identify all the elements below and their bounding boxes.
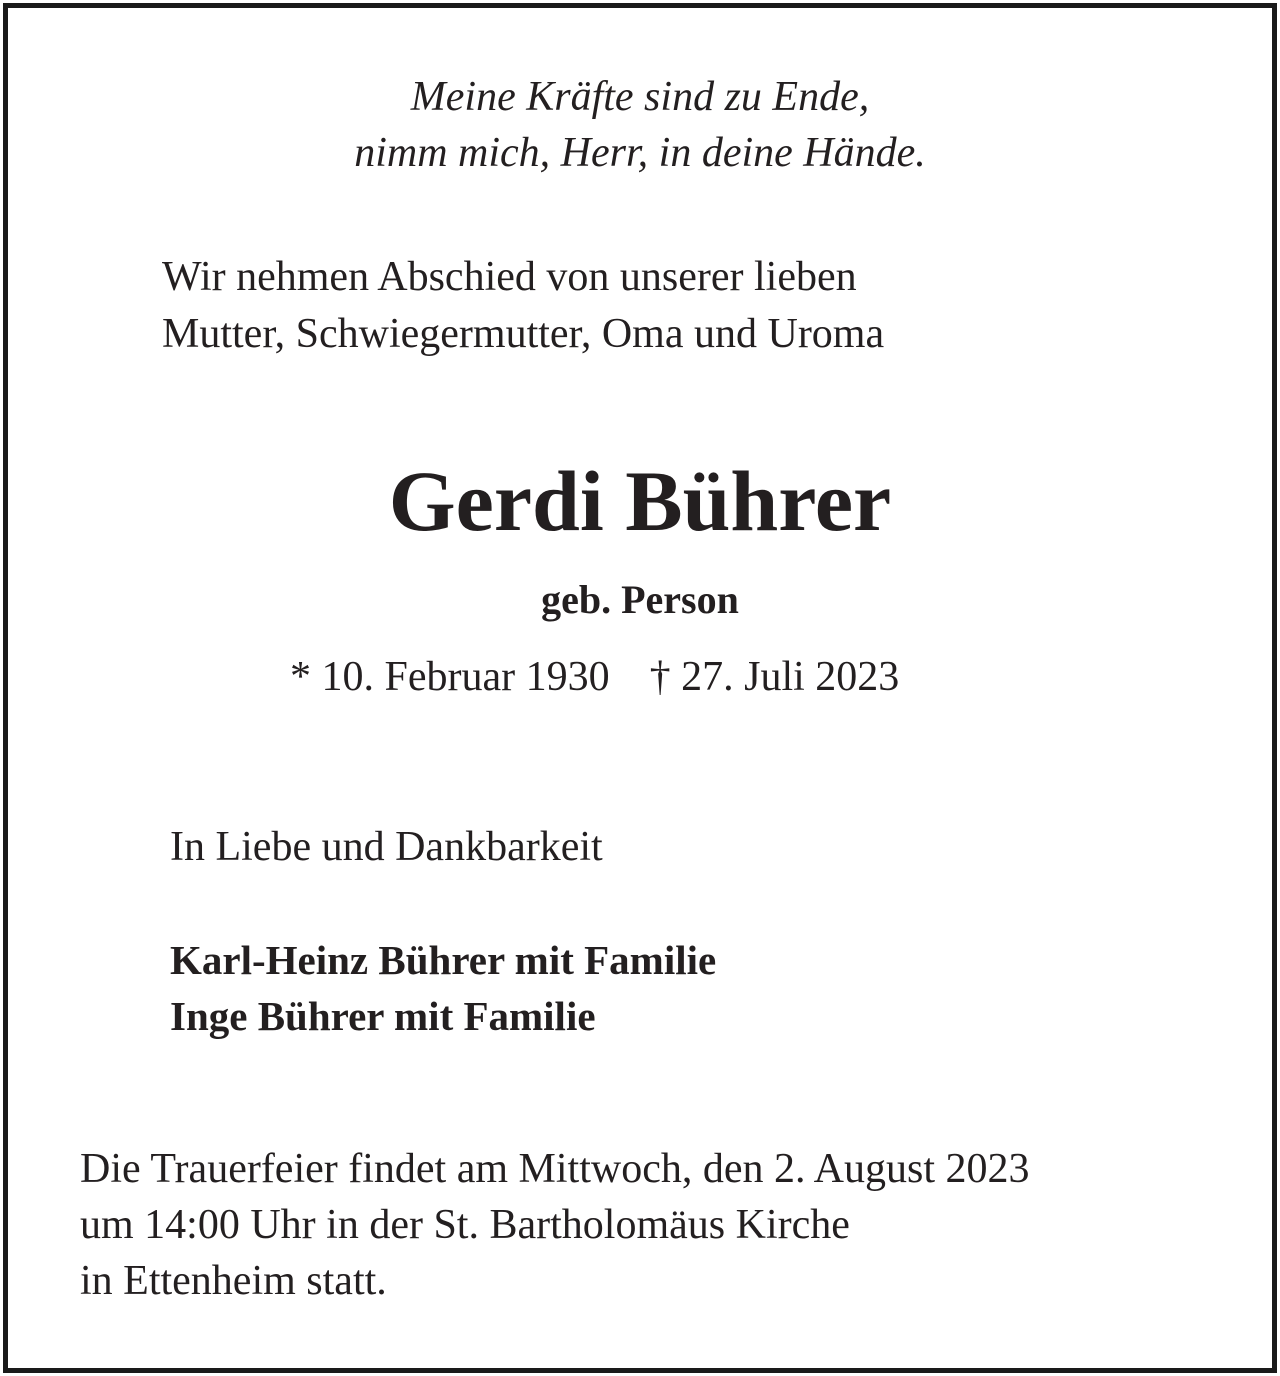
service-line-3: in Ettenheim statt. xyxy=(80,1258,387,1304)
intro-line-2: Mutter, Schwiegermutter, Oma und Uroma xyxy=(162,311,885,357)
life-dates xyxy=(290,656,899,698)
intro-line-1: Wir nehmen Abschied von unserer lieben xyxy=(162,254,857,300)
birth-date: * 10. Februar 1930 xyxy=(290,654,610,700)
mourner-2: Inge Bührer mit Familie xyxy=(170,993,596,1039)
motto-line-1: Meine Kräfte sind zu Ende, xyxy=(410,74,870,120)
service-line-1: Die Trauerfeier findet am Mittwoch, den 2. August 2023 xyxy=(80,1146,1030,1192)
deceased-name: Gerdi Bührer xyxy=(388,453,892,549)
closing-phrase: In Liebe und Dankbarkeit xyxy=(170,824,603,870)
service-line-2: um 14:00 Uhr in der St. Bartholomäus Kirche xyxy=(80,1202,850,1248)
mourner-1: Karl-Heinz Bührer mit Familie xyxy=(170,937,717,983)
death-date: † 27. Juli 2023 xyxy=(649,654,900,700)
motto-line-2: nimm mich, Herr, in deine Hände. xyxy=(354,130,926,176)
maiden-name: geb. Person xyxy=(541,577,739,622)
